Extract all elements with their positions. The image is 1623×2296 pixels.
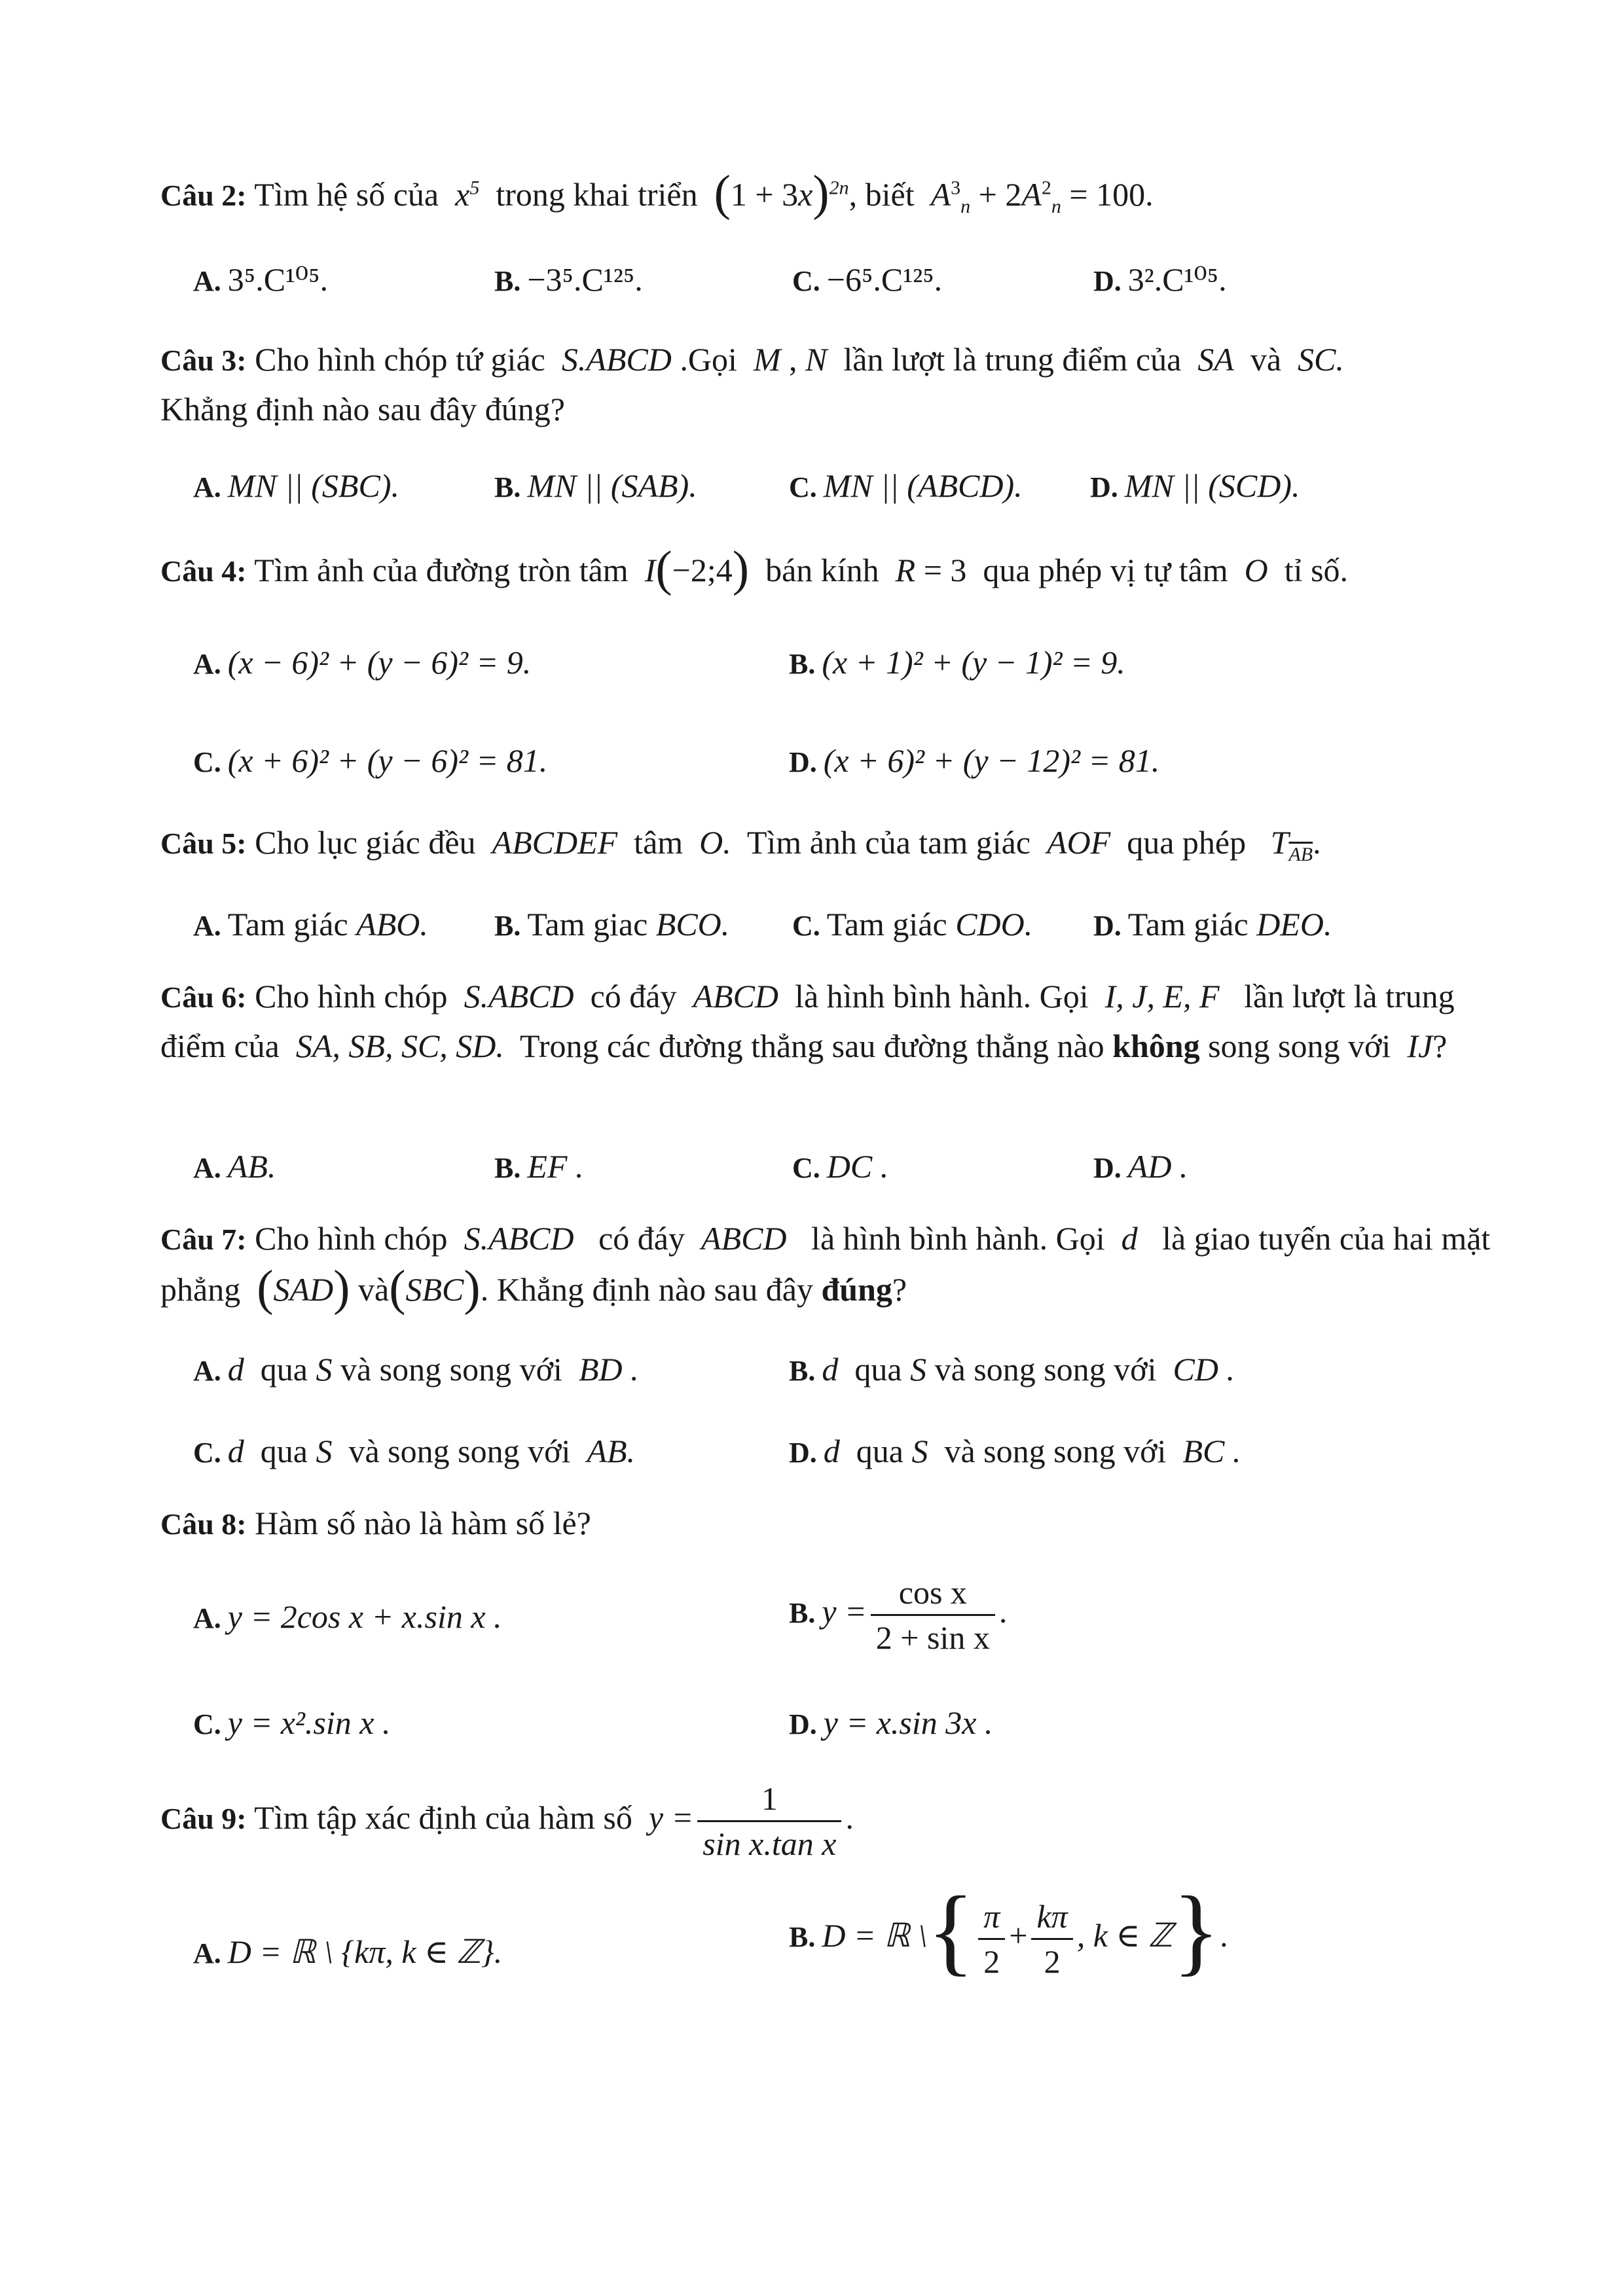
option-b[interactable]: B. d qua S và song song với CD . <box>789 1351 1235 1388</box>
option-math: CDO. <box>955 906 1033 942</box>
question-text: Tìm ảnh của tam giác <box>746 824 1031 861</box>
question-label: Câu 2: <box>160 179 247 212</box>
math-expression: $x^5$ <box>447 176 480 213</box>
option-label: D. <box>789 1708 817 1740</box>
option-label: B. <box>494 910 521 942</box>
option-lhs: D = ℝ \ <box>822 1916 928 1954</box>
question-5 <box>160 818 1503 868</box>
math-lhs: y = <box>648 1799 694 1836</box>
option-a[interactable] <box>193 255 328 306</box>
option-math: DEO. <box>1256 906 1332 942</box>
option-b[interactable] <box>494 461 697 512</box>
option-label: B. <box>789 648 816 680</box>
question-text: và <box>357 1271 390 1308</box>
option-text: và song song với <box>348 1433 571 1469</box>
option-b[interactable] <box>494 1142 583 1193</box>
option-label: A. <box>193 1602 221 1634</box>
question-label: Câu 9: <box>160 1801 247 1835</box>
option-text: và song song với <box>944 1433 1167 1469</box>
option-content: (x + 6)² + (y − 12)² = 81. <box>823 742 1160 779</box>
fraction <box>697 1777 841 1865</box>
option-text: qua <box>260 1433 308 1469</box>
option-label: B. <box>789 1596 816 1629</box>
option-math: BD . <box>578 1351 639 1388</box>
fraction-denominator: sin x.tan x <box>697 1820 841 1865</box>
option-label: A. <box>193 471 221 503</box>
fraction-numerator: 1 <box>761 1780 778 1817</box>
option-text: Tam giác <box>227 906 348 942</box>
question-text: trong khai triển <box>496 176 698 213</box>
option-content: 3⁵.C¹⁰⁵. <box>227 261 329 298</box>
option-content: DC . <box>826 1148 889 1185</box>
option-label: D. <box>789 746 817 778</box>
option-d[interactable] <box>789 1698 993 1749</box>
question-4 <box>160 541 1503 596</box>
option-label: A. <box>193 910 221 942</box>
option-d[interactable]: D. d qua S và song song với BC . <box>789 1433 1241 1469</box>
emphasis-text: đúng <box>821 1271 892 1308</box>
math-expression: O. <box>691 824 740 861</box>
option-c[interactable] <box>789 461 1023 512</box>
question-text: tâm <box>634 824 684 861</box>
option-a[interactable] <box>193 900 428 950</box>
option-lhs: y = <box>822 1592 867 1630</box>
question-text: Tìm tập xác định của hàm số <box>254 1799 632 1836</box>
math-expression: $T_{\overline{AB}}$. <box>1270 824 1321 865</box>
question-text: . Khẳng định nào sau đây <box>480 1271 813 1308</box>
option-a[interactable] <box>193 1592 502 1643</box>
question-text: là hình bình hành. Gọi <box>795 978 1089 1014</box>
question-2 <box>160 166 1503 221</box>
fraction-numerator: cos x <box>898 1574 967 1611</box>
math-expression: M <box>745 341 781 378</box>
option-c[interactable] <box>792 255 942 306</box>
option-content: −6⁵.C¹²⁵. <box>826 261 943 298</box>
option-a[interactable] <box>193 638 531 689</box>
math-expression: SA <box>1189 341 1243 378</box>
option-label: C. <box>193 746 221 778</box>
math-expression: S.ABCD <box>456 1220 591 1257</box>
option-content: y = x².sin x . <box>227 1704 391 1741</box>
question-text: qua phép vị tự tâm <box>983 552 1228 588</box>
question-text: có đáy <box>590 978 677 1014</box>
option-label: C. <box>792 910 820 942</box>
math-expression: ABCD <box>685 978 787 1014</box>
option-label: B. <box>789 1920 816 1953</box>
option-math: BCO. <box>655 906 730 942</box>
option-text: Tam giac <box>527 906 648 942</box>
question-text: là hình bình hành. Gọi <box>811 1220 1105 1257</box>
question-text: tỉ số. <box>1284 552 1349 588</box>
question-9: Câu 9: Tìm tập xác định của hàm số y = $\frac{1}{\text{sin x.tan x}}$ . <box>160 1777 1503 1865</box>
question-7: Câu 7: Cho hình chóp S.ABCD có đáy ABCD là hình bình hành. Gọi d là giao tuyến của hai mặt phẳng (SAD) và(SBC). Khẳng định nào sau đây đúng? <box>160 1220 1491 1316</box>
fraction-denominator: 2 + sin x <box>871 1614 995 1659</box>
option-label: B. <box>494 1152 521 1184</box>
option-c[interactable]: C. d qua S và song song với AB. <box>193 1433 636 1469</box>
question-text: lần lượt là trung điểm của <box>160 978 1455 1064</box>
question-text: Tìm ảnh của đường tròn tâm <box>254 552 629 588</box>
fraction-denominator: 2 <box>978 1938 1005 1983</box>
fraction <box>978 1895 1005 1983</box>
math-expression: I(−2;4) <box>644 541 750 596</box>
option-tail: , k ∈ ℤ <box>1076 1916 1173 1954</box>
question-text: và <box>1250 341 1282 378</box>
option-b[interactable]: B. y = $\frac{\text{cos x}}{\text{2 + sin x}}$ . <box>789 1571 1007 1659</box>
option-label: C. <box>789 471 817 503</box>
option-content: MN || (SCD). <box>1124 467 1300 504</box>
question-text: Hàm số nào là hàm số lẻ? <box>255 1505 591 1541</box>
option-label: A. <box>193 1152 221 1184</box>
math-expression: ABCD <box>693 1220 803 1257</box>
option-a[interactable] <box>193 1928 502 1978</box>
option-b[interactable] <box>494 255 643 306</box>
question-8 <box>160 1499 1503 1549</box>
question-text: có đáy <box>598 1220 685 1257</box>
fraction-numerator: kπ <box>1036 1898 1068 1935</box>
question-text: , biết <box>848 176 915 213</box>
fraction-numerator: π <box>983 1898 1000 1935</box>
option-math: AB. <box>587 1433 636 1469</box>
question-label: Câu 5: <box>160 827 247 860</box>
math-expression: AOF <box>1038 824 1119 861</box>
option-a[interactable]: A. d qua S và song song với BD . <box>193 1351 639 1388</box>
option-a[interactable] <box>193 1142 276 1193</box>
question-text: Trong các đường thẳng sau đường thẳng nào <box>520 1028 1104 1064</box>
option-text: qua <box>854 1351 902 1388</box>
option-label: D. <box>1093 1152 1122 1184</box>
option-c[interactable] <box>193 1698 390 1749</box>
option-content: (x + 6)² + (y − 6)² = 81. <box>227 742 548 779</box>
option-content: 3².C¹⁰⁵. <box>1127 261 1227 298</box>
option-text: qua <box>260 1351 308 1388</box>
math-expression: ABCDEF <box>484 824 626 861</box>
option-content: AB. <box>227 1148 276 1185</box>
option-math: CD . <box>1173 1351 1235 1388</box>
option-content: (x − 6)² + (y − 6)² = 9. <box>227 644 532 681</box>
option-text: Tam giác <box>826 906 947 942</box>
option-b[interactable] <box>789 638 1125 689</box>
math-expression: R = 3 <box>895 552 975 588</box>
question-label: Câu 6: <box>160 980 247 1014</box>
option-text: và song song với <box>340 1351 562 1388</box>
option-label: C. <box>792 1152 820 1184</box>
fraction <box>871 1571 995 1659</box>
option-math: BC . <box>1182 1433 1241 1469</box>
option-a[interactable] <box>193 461 399 512</box>
option-label: A. <box>193 265 221 297</box>
option-b[interactable]: B. D = ℝ \{ $\frac{\pi}{2}$ + $\frac{k\pi}{2}$ , k ∈ ℤ}. <box>789 1876 1228 1985</box>
question-text: bán kính <box>765 552 879 588</box>
math-expression: d <box>1113 1220 1154 1257</box>
option-label: D. <box>789 1437 817 1469</box>
question-text: Cho lục giác đều <box>255 824 476 861</box>
option-d[interactable] <box>789 736 1159 787</box>
option-content: MN || (ABCD). <box>823 467 1023 504</box>
math-expression: SC. <box>1289 341 1344 378</box>
question-text: Tìm hệ số của <box>254 176 439 213</box>
option-d[interactable] <box>1093 900 1332 950</box>
option-label: A. <box>193 1355 221 1387</box>
option-text: Tam giác <box>1127 906 1249 942</box>
math-expression: I, J, E, F <box>1097 978 1236 1014</box>
option-content: EF . <box>527 1148 584 1185</box>
option-c[interactable] <box>792 900 1032 950</box>
question-text: .Gọi <box>680 341 737 378</box>
math-expression: O <box>1236 552 1277 588</box>
math-expression: S.ABCD <box>553 341 680 378</box>
option-content: (x + 1)² + (y − 1)² = 9. <box>822 644 1125 681</box>
option-label: D. <box>1093 265 1122 297</box>
option-content: D = ℝ \ {kπ, k ∈ ℤ}. <box>227 1933 503 1970</box>
question-3: Câu 3: Cho hình chóp tứ giác S.ABCD .Gọi M , N lần lượt là trung điểm của SA và SC. Khẳng định nào sau đây đúng? <box>160 341 1344 427</box>
option-d[interactable] <box>1090 461 1300 512</box>
option-label: B. <box>789 1355 816 1387</box>
fraction <box>1031 1895 1072 1983</box>
option-c[interactable] <box>193 736 547 787</box>
option-content: −3⁵.C¹²⁵. <box>527 261 643 298</box>
question-text: song song với <box>1208 1028 1391 1064</box>
question-text: lần lượt là trung điểm của <box>843 341 1182 378</box>
option-math: ABO. <box>356 906 428 942</box>
question-6: Câu 6: Cho hình chóp S.ABCD có đáy ABCD là hình bình hành. Gọi I, J, E, F lần lượt là trung điểm của SA, SB, SC, SD. Trong các đường thẳng sau đường thẳng nào không song song với IJ? <box>160 978 1455 1064</box>
option-label: C. <box>792 265 820 297</box>
question-label: Câu 7: <box>160 1223 247 1256</box>
option-text: và song song với <box>934 1351 1157 1388</box>
option-label: C. <box>193 1708 221 1740</box>
question-text: qua phép <box>1127 824 1247 861</box>
question-text: Cho hình chóp <box>255 978 448 1014</box>
option-d[interactable] <box>1093 255 1227 306</box>
option-content: y = x.sin 3x . <box>823 1704 993 1741</box>
question-label: Câu 8: <box>160 1507 247 1541</box>
math-expression: N <box>805 341 835 378</box>
math-expression: $A^3_n + 2A^2_n = 100$. <box>930 176 1154 217</box>
option-label: A. <box>193 648 221 680</box>
option-label: D. <box>1093 910 1122 942</box>
question-text: Khẳng định nào sau đây đúng? <box>160 391 565 427</box>
math-expression: SA, SB, SC, SD. <box>287 1028 513 1064</box>
option-label: C. <box>193 1437 221 1469</box>
emphasis-text: không <box>1112 1028 1200 1064</box>
option-content: MN || (SAB). <box>527 467 697 504</box>
option-b[interactable] <box>494 900 729 950</box>
question-text: Cho hình chóp <box>255 1220 448 1257</box>
option-content: AD . <box>1127 1148 1188 1185</box>
math-expression: (SAD) <box>257 1261 350 1316</box>
question-label: Câu 3: <box>160 344 247 377</box>
option-label: B. <box>494 471 521 503</box>
question-label: Câu 4: <box>160 554 247 588</box>
math-expression: S.ABCD <box>456 978 583 1014</box>
option-content: MN || (SBC). <box>227 467 399 504</box>
math-expression: (SBC) <box>389 1261 481 1316</box>
math-expression: $(1 + 3x)^{2n}$ <box>714 166 849 221</box>
option-content: y = 2cos x + x.sin x . <box>227 1598 502 1635</box>
option-label: A. <box>193 1937 221 1969</box>
option-d[interactable] <box>1093 1142 1188 1193</box>
question-text: Cho hình chóp tứ giác <box>255 341 545 378</box>
question-text: là giao tuyến của hai mặt phẳng <box>160 1220 1491 1308</box>
option-label: B. <box>494 265 521 297</box>
math-expression: IJ <box>1398 1028 1433 1064</box>
fraction-denominator: 2 <box>1031 1938 1072 1983</box>
option-c[interactable] <box>792 1142 888 1193</box>
option-text: qua <box>856 1433 903 1469</box>
option-label: D. <box>1090 471 1118 503</box>
